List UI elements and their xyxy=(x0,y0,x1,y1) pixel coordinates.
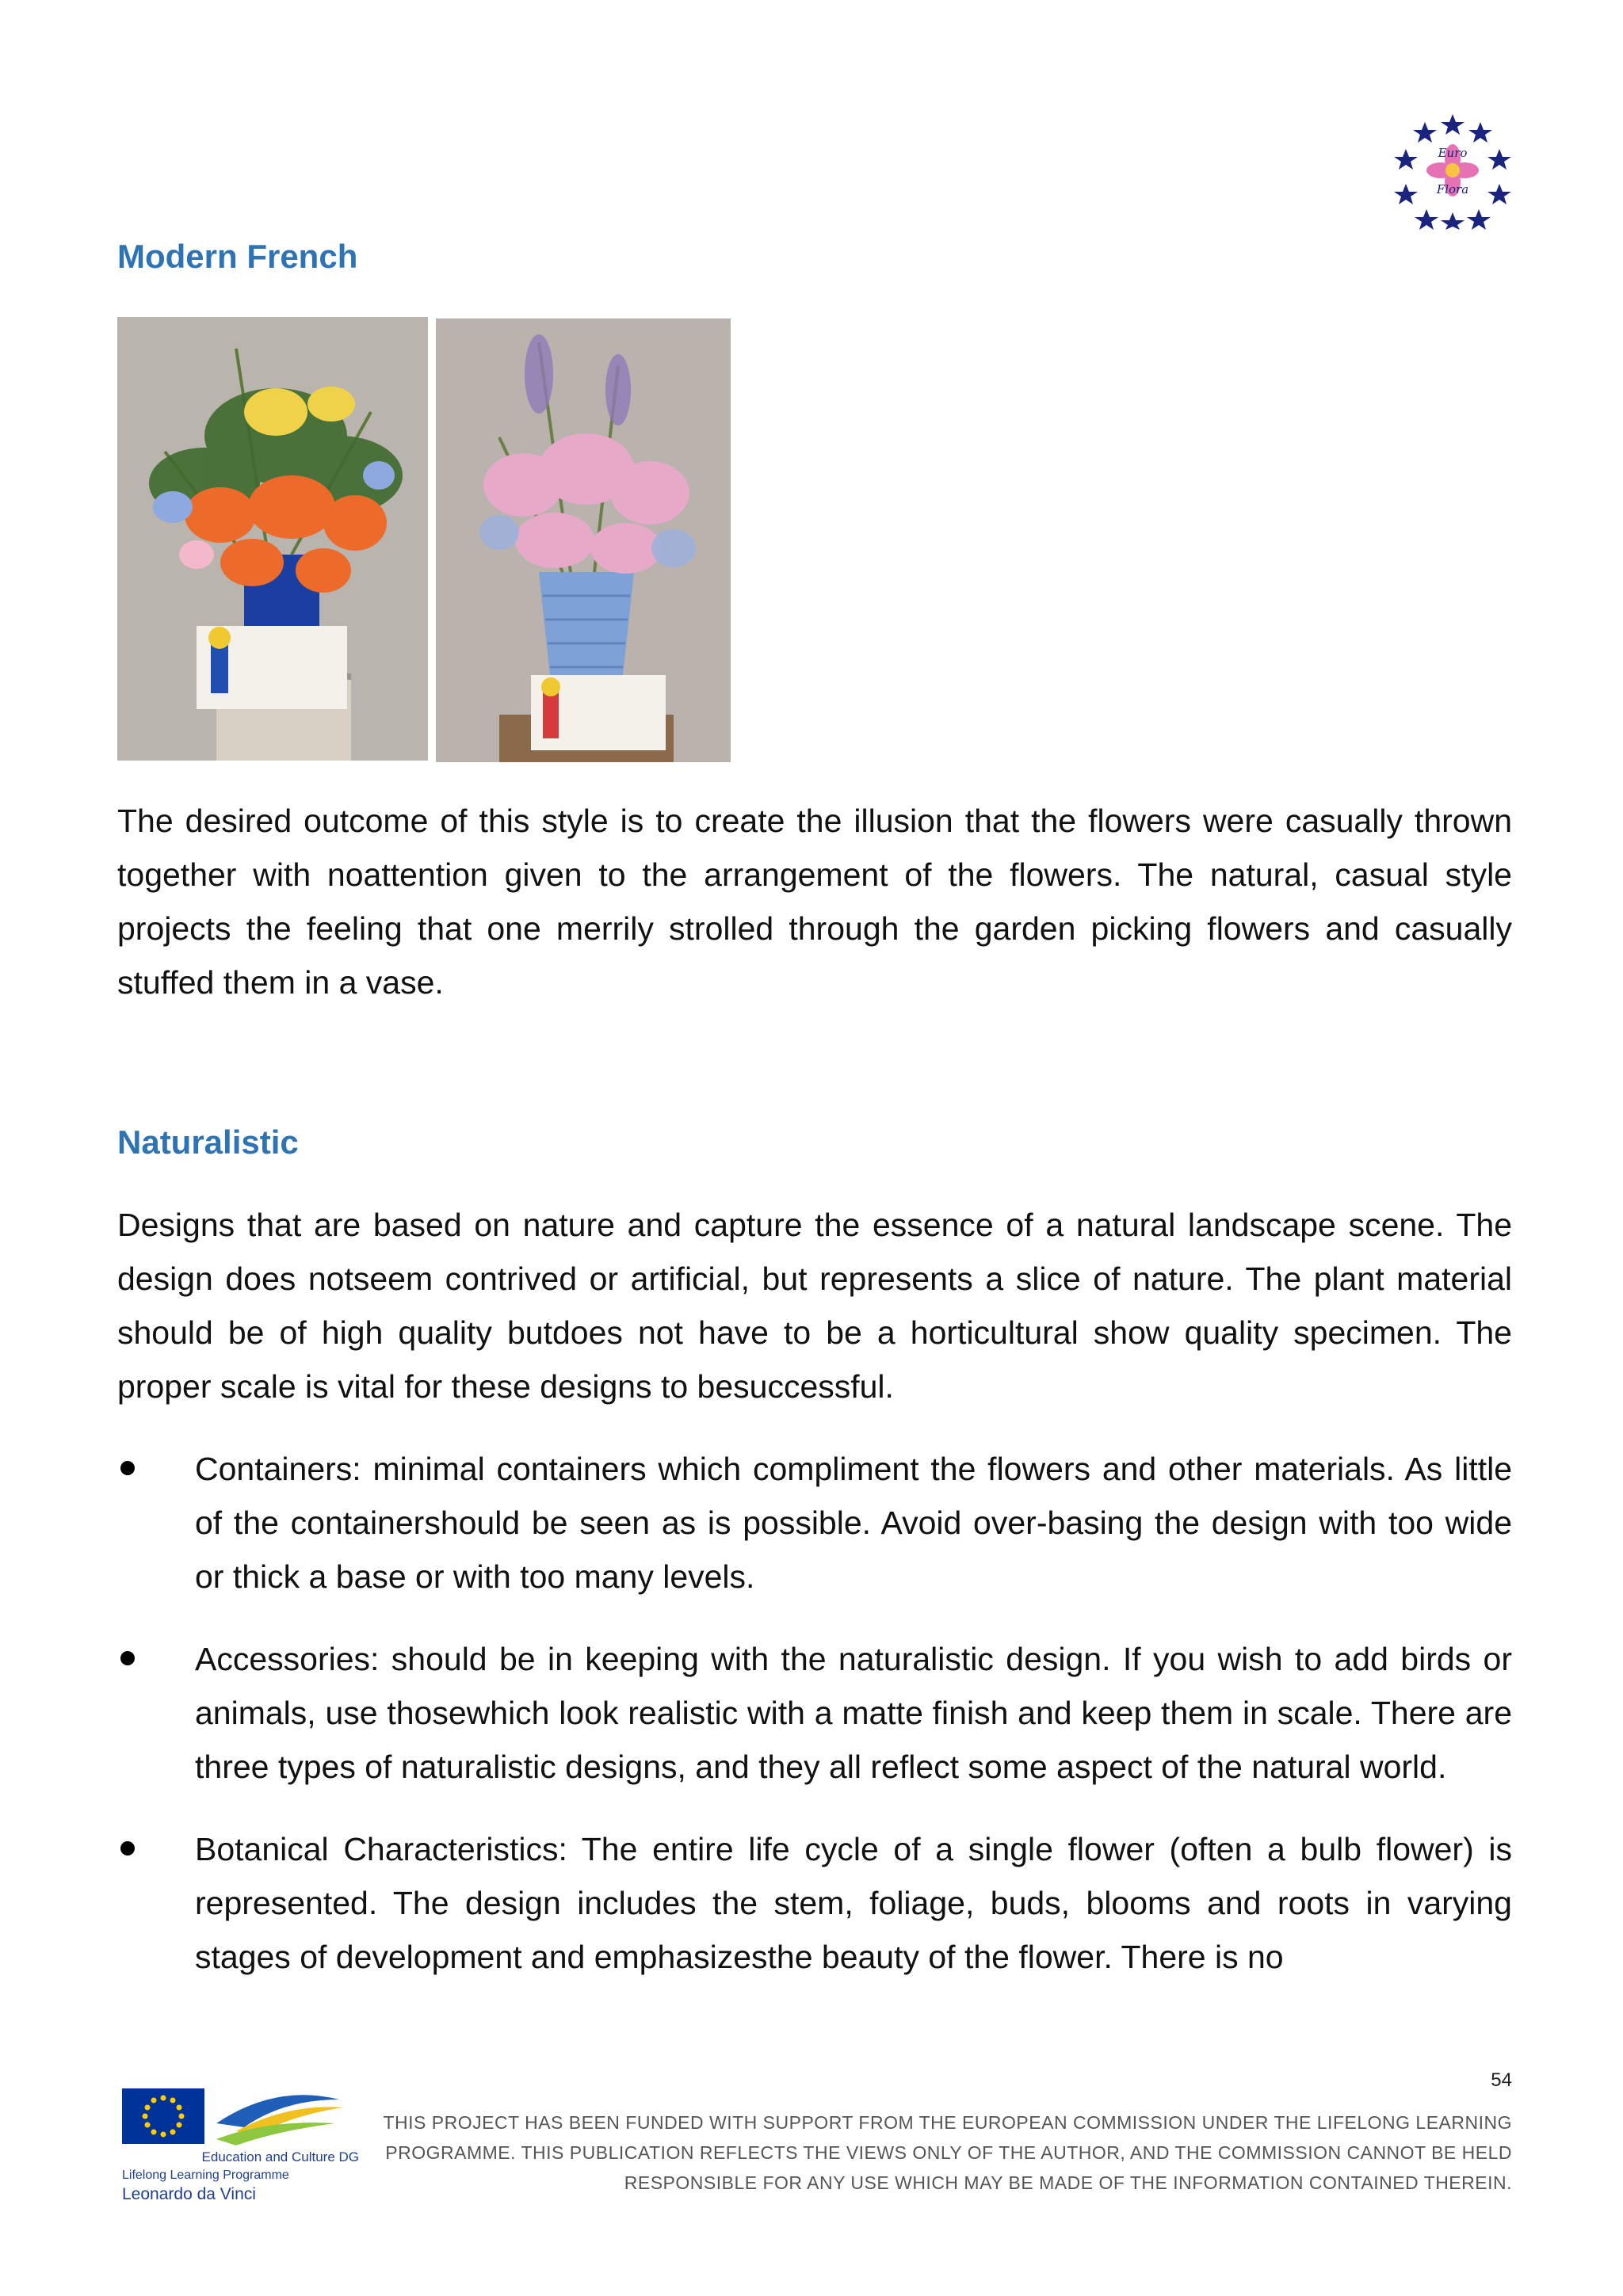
bullet-text: Accessories: should be in keeping with the naturalistic design. If you wish to add birds or animals, use thosewhich look realistic with a matte finish and keep them in scale. There are three types of naturalistic designs, and they all reflect some aspect of the natural world. xyxy=(195,1641,1512,1785)
footer-logo-name-text: Leonardo da Vinci xyxy=(122,2185,256,2203)
bullet-text: Containers: minimal containers which compliment the flowers and other materials. As little of the containershould be seen as is possible. Avoid over-basing the design with too wide or thick a base or with too many levels. xyxy=(195,1451,1512,1595)
modern-french-paragraph: The desired outcome of this style is to create the illusion that the flowers were casually thrown together with noattention given to the arrangement of the flowers. The natural, casual style projects the feeling that one merrily strolled through the garden picking flowers and casually stuffed them in a vase. xyxy=(117,803,1512,1001)
bullet-dot xyxy=(120,1651,135,1665)
modern-french-arrangement-photo-1 xyxy=(117,317,428,761)
footer-logo-dg-text: Education and Culture DG xyxy=(201,2149,359,2164)
euroflora-logo xyxy=(1393,111,1512,230)
footer-logo-programme-text: Lifelong Learning Programme xyxy=(122,2168,289,2182)
footer-disclaimer-line: THIS PROJECT HAS BEEN FUNDED WITH SUPPORT FROM THE EUROPEAN COMMISSION UNDER THE LIFELONG LEARNING xyxy=(383,2112,1512,2133)
logo-text-euro: Euro xyxy=(1438,146,1468,160)
section-heading-naturalistic: Naturalistic xyxy=(117,1123,299,1161)
modern-french-arrangement-photo-2 xyxy=(436,318,731,762)
footer-disclaimer xyxy=(339,2107,1512,2198)
bullet-dot xyxy=(120,1841,135,1855)
page-number: 54 xyxy=(1491,2069,1512,2091)
bullet-text: Botanical Characteristics: The entire life cycle of a single flower (often a bulb flower) is represented. The design includes the stem, foliage, buds, blooms and roots in varying stages of development and emphasizesthe beauty of the flower. There is no xyxy=(195,1831,1512,1975)
lifelong-learning-swoosh-icon xyxy=(216,2095,343,2145)
footer-disclaimer-line: PROGRAMME. THIS PUBLICATION REFLECTS THE VIEWS ONLY OF THE AUTHOR, AND THE COMMISSION CANNOT BE HELD xyxy=(385,2142,1512,2163)
logo-text-flora: Flora xyxy=(1436,182,1469,196)
bullet-item-botanical-characteristics xyxy=(117,1822,1512,1984)
bullet-dot xyxy=(120,1461,135,1475)
bullet-item-containers xyxy=(117,1442,1512,1604)
footer-disclaimer-line: RESPONSIBLE FOR ANY USE WHICH MAY BE MADE OF THE INFORMATION CONTAINED THEREIN. xyxy=(624,2172,1512,2193)
naturalistic-paragraph: Designs that are based on nature and capture the essence of a natural landscape scene. The design does notseem contrived or artificial, but represents a slice of nature. The plant material should be of high quality butdoes not have to be a horticultural show quality specimen. The proper scale is vital for these designs to besuccessful. xyxy=(117,1207,1512,1405)
bullet-item-accessories xyxy=(117,1632,1512,1794)
lifelong-learning-programme-logo xyxy=(117,2084,363,2210)
naturalistic-bullet-list xyxy=(117,1442,1512,2012)
section-heading-modern-french: Modern French xyxy=(117,238,358,275)
